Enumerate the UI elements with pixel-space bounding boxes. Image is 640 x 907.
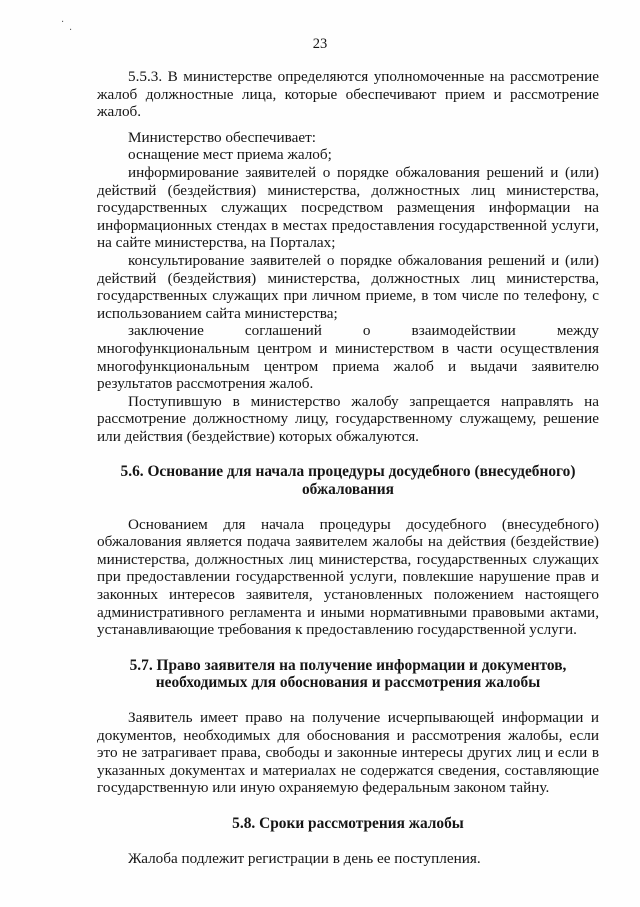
section-5-8-text: Жалоба подлежит регистрации в день ее поступления. [128, 849, 481, 867]
section-5-6-text: Основанием для начала процедуры досудебного (внесудебного) обжалования является подача заявителем жалобы на действия (бездействие) министерства, должностных лиц министерства, государственных служащих при предоставлении государственной услуги, повлекшие нарушение прав и законных интересов заявителя, установленных положением настоящего административного регламента и иными нормативными правовыми актами, устанавливающие требования к предоставлению государственной услуги. [97, 515, 599, 639]
scan-mark-dot: · [61, 17, 65, 28]
section-heading-5-7 [97, 657, 599, 692]
page-number: 23 [312, 36, 328, 52]
paragraph-informing: информирование заявителей о порядке обжалования решений и (или) действий (бездействия) министерства, должностных лиц министерства, государственных служащих посредством размещения информации на информационных стендах в местах предоставления государственной услуги, на сайте министерства, на Порталах; [97, 163, 599, 252]
section-heading-5-6-line1: 5.6. Основание для начала процедуры досудебного (внесудебного) [120, 463, 576, 481]
section-heading-5-7-line1: 5.7. Право заявителя на получение информации и документов, [129, 656, 567, 674]
paragraph-consulting: консультирование заявителей о порядке обжалования решений и (или) действий (бездействия) министерства, должностных лиц министерства, государственных служащих при личном приеме, в том числе по телефону, с использованием сайта министерства; [97, 251, 599, 322]
paragraph-equipment: оснащение мест приема жалоб; [128, 146, 332, 164]
section-5-7-text: Заявитель имеет право на получение исчерпывающей информации и документов, необходимых для обоснования и рассмотрения жалобы, если это не затрагивает права, свободы и законные интересы других лиц и если в указанных документах и материалах не содержатся сведения, составляющие государственную или иную охраняемую федеральным законом тайну. [97, 709, 599, 797]
section-heading-5-7-line2: необходимых для обоснования и рассмотрения жалобы [155, 674, 541, 692]
paragraph-ministry-provides: Министерство обеспечивает: [128, 128, 316, 146]
paragraph-forbidden: Поступившую в министерство жалобу запрещается направлять на рассмотрение должностному лицу, государственному служащему, решение или действия (бездействие) которых обжалуются. [97, 392, 599, 445]
paragraph-agreement: заключение соглашений о взаимодействии между многофункциональным центром и министерством в части осуществления многофункциональным центром приема жалоб и выдачи заявителю результатов рассмотрения жалоб. [97, 322, 599, 393]
section-heading-5-8: 5.8. Сроки рассмотрения жалобы [232, 814, 464, 832]
section-heading-5-6-line2: обжалования [301, 481, 394, 499]
paragraph-5-5-3: 5.5.3. В министерстве определяются уполномоченные на рассмотрение жалоб должностные лица, которые обеспечивают прием и рассмотрение жалоб. [97, 68, 599, 121]
section-heading-5-6 [97, 463, 599, 498]
document-body [97, 68, 599, 867]
scan-mark-dot: · [69, 25, 73, 36]
